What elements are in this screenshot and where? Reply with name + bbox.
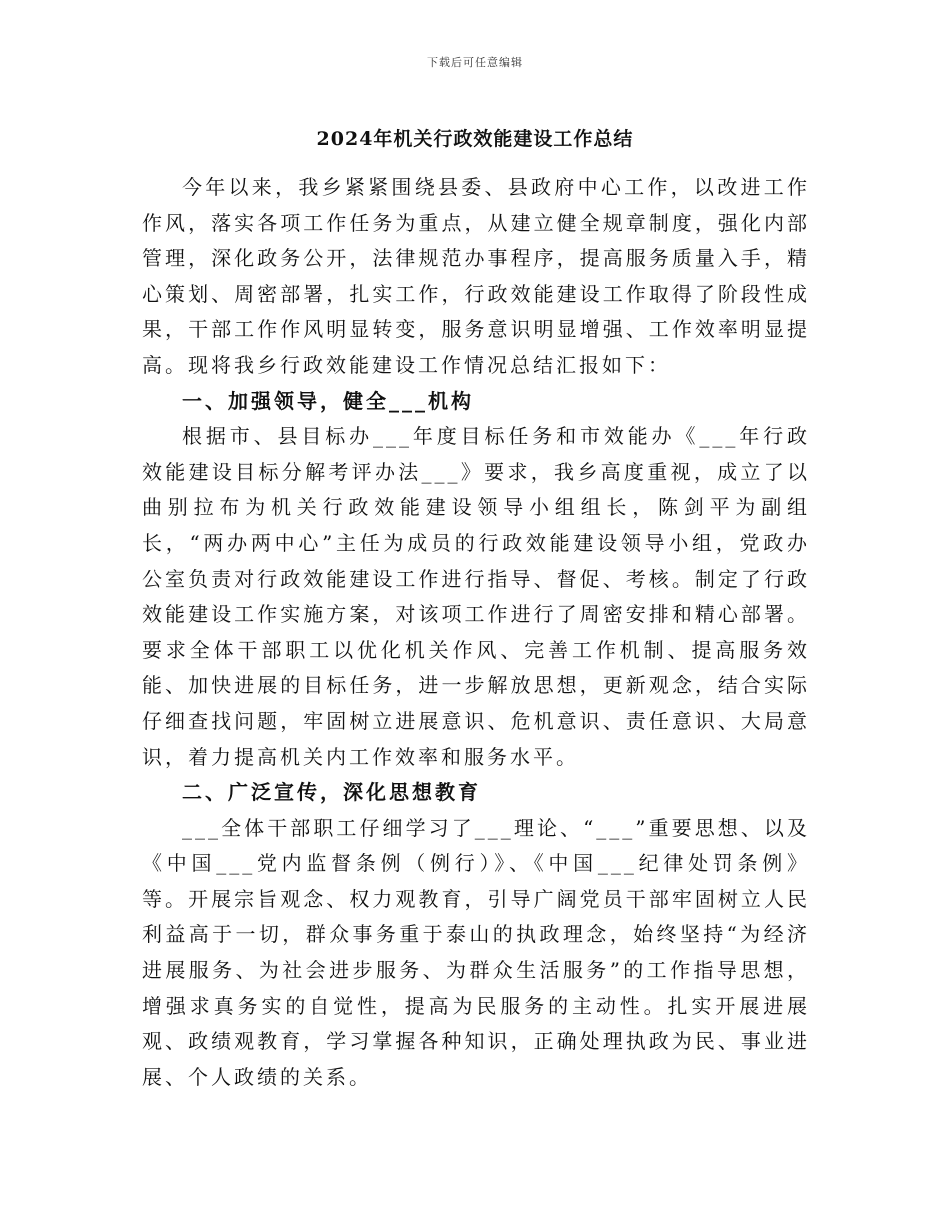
intro-paragraph: 今年以来，我乡紧紧围绕县委、县政府中心工作，以改进工作作风，落实各项工作任务为重点，从建立健全规章制度，强化内部管理，深化政务公开，法律规范办事程序，提高服务质量入手，精心策划、周密部署，扎实工作，行政效能建设工作取得了阶段性成果，干部工作作风明显转变，服务意识明显增强、工作效率明显提高。现将我乡行政效能建设工作情况总结汇报如下： xyxy=(142,175,810,377)
document-title: 2024年机关行政效能建设工作总结 xyxy=(316,128,634,150)
section-heading-1: 一、加强领导，健全___机构 xyxy=(182,388,474,413)
section-1-paragraph: 根据市、县目标办___年度目标任务和市效能办《___年行政效能建设目标分解考评办法___》要求，我乡高度重视，成立了以曲别拉布为机关行政效能建设领导小组组长，陈剑平为副组长，“两办两中心”主任为成员的行政效能建设领导小组，党政办公室负责对行政效能建设工作进行指导、督促、考核。制定了行政效能建设工作实施方案，对该项工作进行了周密安排和精心部署。要求全体干部职工以优化机关作风、完善工作机制、提高服务效能、加快进展的目标任务，进一步解放思想，更新观念，结合实际仔细查找问题，牢固树立进展意识、危机意识、责任意识、大局意识，着力提高机关内工作效率和服务水平。 xyxy=(142,424,810,769)
header-note: 下载后可任意编辑 xyxy=(427,56,523,69)
section-heading-2: 二、广泛宣传，深化思想教育 xyxy=(182,780,481,805)
document-body xyxy=(142,170,810,1095)
section-2-paragraph: ___全体干部职工仔细学习了___理论、“___”重要思想、以及《中国___党内监督条例（例行）》、《中国___纪律处罚条例》等。开展宗旨观念、权力观教育，引导广阔党员干部牢固树立人民利益高于一切，群众事务重于泰山的执政理念，始终坚持“为经济进展服务、为社会进步服务、为群众生活服务”的工作指导思想，增强求真务实的自觉性，提高为民服务的主动性。扎实开展进展观、政绩观教育，学习掌握各种知识，正确处理执政为民、事业进展、个人政绩的关系。 xyxy=(142,815,810,1089)
